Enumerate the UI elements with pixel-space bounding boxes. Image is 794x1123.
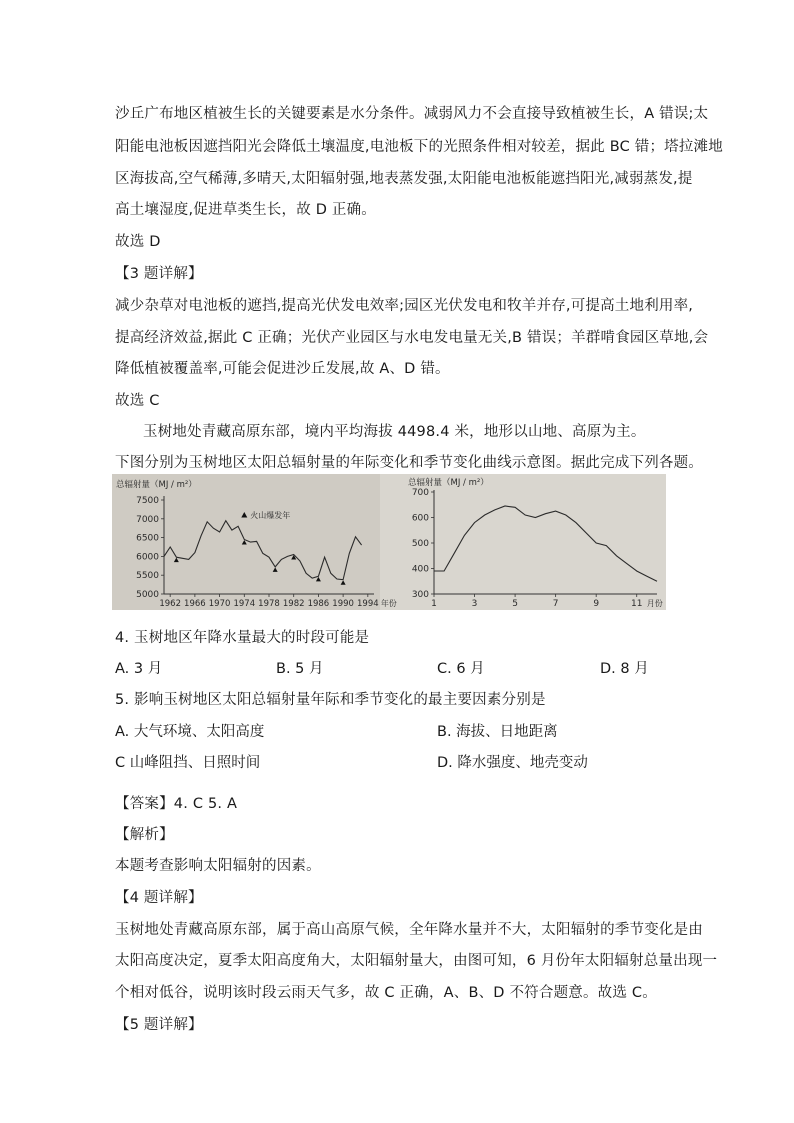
chart1-y-tick-label: 7500 <box>136 496 159 506</box>
chart1-x-tick-label: 1982 <box>282 599 305 609</box>
text-line: 个相对低谷，说明该时段云雨天气多，故 C 正确，A、B、D 不符合题意。故选 C。 <box>115 985 657 1001</box>
text-line: 高土壤湿度,促进草类生长，故 D 正确。 <box>115 202 376 218</box>
section-heading: 【3 题详解】 <box>115 266 203 282</box>
chart1-y-tick-label: 5500 <box>136 571 159 582</box>
chart1-y-axis-title: 总辐射量（MJ / m²） <box>116 480 197 490</box>
chart1-annotation: 火山爆发年 <box>250 511 291 521</box>
chart1-x-tick-label: 1962 <box>159 599 181 609</box>
intro-line: 下图分别为玉树地区太阳总辐射量的年际变化和季节变化曲线示意图。据此完成下列各题。 <box>115 455 703 471</box>
chart1-x-tick-label: 1990 <box>332 599 354 609</box>
chart1-y-tick-label: 5000 <box>136 590 159 600</box>
question-4: 4. 玉树地区年降水量最大的时段可能是 <box>115 630 370 646</box>
chart1-y-tick-label: 7000 <box>136 514 159 525</box>
radiation-figure <box>112 474 666 610</box>
question-5: 5. 影响玉树地区太阳总辐射量年际和季节变化的最主要因素分别是 <box>115 692 546 708</box>
chart1-y-tick-label: 6500 <box>136 533 159 544</box>
chart1-x-tick-label: 1994 <box>357 599 379 609</box>
q5-option-a: A. 大气环境、太阳高度 <box>115 724 265 740</box>
answer-line: 故选 C <box>115 393 160 409</box>
chart2-x-tick-label: 9 <box>593 599 600 609</box>
chart1-x-tick-label: 1974 <box>233 599 256 609</box>
chart2-x-tick-label: 3 <box>471 599 478 609</box>
chart2-y-tick-label: 700 <box>411 488 429 498</box>
chart2-x-axis-title: 月份 <box>646 599 663 608</box>
radiation-charts-svg <box>112 474 666 610</box>
chart1-x-tick-label: 1978 <box>258 599 280 609</box>
chart2-y-axis-title: 总辐射量（MJ / m²） <box>408 478 489 488</box>
chart2-y-tick-label: 300 <box>411 590 429 600</box>
text-line: 太阳高度决定，夏季太阳高度角大，太阳辐射量大，由图可知，6 月份年太阳辐射总量出现一 <box>115 953 718 969</box>
q4-option-d: D. 8 月 <box>600 661 649 677</box>
q5-option-c: C 山峰阻挡、日照时间 <box>115 755 261 771</box>
section-heading: 【5 题详解】 <box>115 1017 203 1033</box>
text-line: 区海拔高,空气稀薄,多晴天,太阳辐射强,地表蒸发强,太阳能电池板能遮挡阳光,减弱蒸发,提 <box>115 171 693 187</box>
answer-key: 【答案】4. C 5. A <box>115 796 238 812</box>
intro-line: 玉树地处青藏高原东部，境内平均海拔 4498.4 米，地形以山地、高原为主。 <box>143 424 646 440</box>
q4-option-c: C. 6 月 <box>437 661 485 677</box>
chart2-y-tick-label: 500 <box>411 539 429 549</box>
chart1-x-tick-label: 1970 <box>208 599 231 609</box>
chart1-y-tick-label: 6000 <box>136 552 159 563</box>
text-line: 减少杂草对电池板的遮挡,提高光伏发电效率;园区光伏发电和牧羊并存,可提高土地利用率, <box>115 298 694 314</box>
chart2-y-tick-label: 400 <box>411 564 429 575</box>
chart2-y-tick-label: 600 <box>411 513 429 524</box>
section-heading: 【解析】 <box>115 827 174 843</box>
text-line: 降低植被覆盖率,可能会促进沙丘发展,故 A、D 错。 <box>115 361 450 377</box>
chart1-x-axis-title: 年份 <box>380 599 397 608</box>
chart2-x-tick-label: 5 <box>512 599 518 609</box>
chart1-x-tick-label: 1966 <box>184 599 206 609</box>
chart2-x-tick-label: 1 <box>431 599 437 609</box>
chart1-x-tick-label: 1986 <box>307 599 330 609</box>
text-line: 沙丘广布地区植被生长的关键要素是水分条件。减弱风力不会直接导致植被生长，A 错误;太 <box>115 106 709 122</box>
q4-option-a: A. 3 月 <box>115 661 163 677</box>
q4-option-b: B. 5 月 <box>276 661 324 677</box>
text-line: 提高经济效益,据此 C 正确；光伏产业园区与水电发电量无关,B 错误；羊群啃食园区草地,会 <box>115 330 709 346</box>
q5-option-b: B. 海拔、日地距离 <box>437 724 558 740</box>
text-line: 玉树地处青藏高原东部，属于高山高原气候，全年降水量并不大，太阳辐射的季节变化是由 <box>115 922 703 938</box>
text-line: 本题考查影响太阳辐射的因素。 <box>115 858 321 874</box>
section-heading: 【4 题详解】 <box>115 890 203 906</box>
answer-line: 故选 D <box>115 234 161 250</box>
text-line: 阳能电池板因遮挡阳光会降低土壤温度,电池板下的光照条件相对较差，据此 BC 错；塔拉滩地 <box>115 139 723 155</box>
chart2-x-tick-label: 7 <box>552 599 559 609</box>
chart2-x-tick-label: 11 <box>631 599 643 609</box>
q5-option-d: D. 降水强度、地壳变动 <box>437 755 588 771</box>
